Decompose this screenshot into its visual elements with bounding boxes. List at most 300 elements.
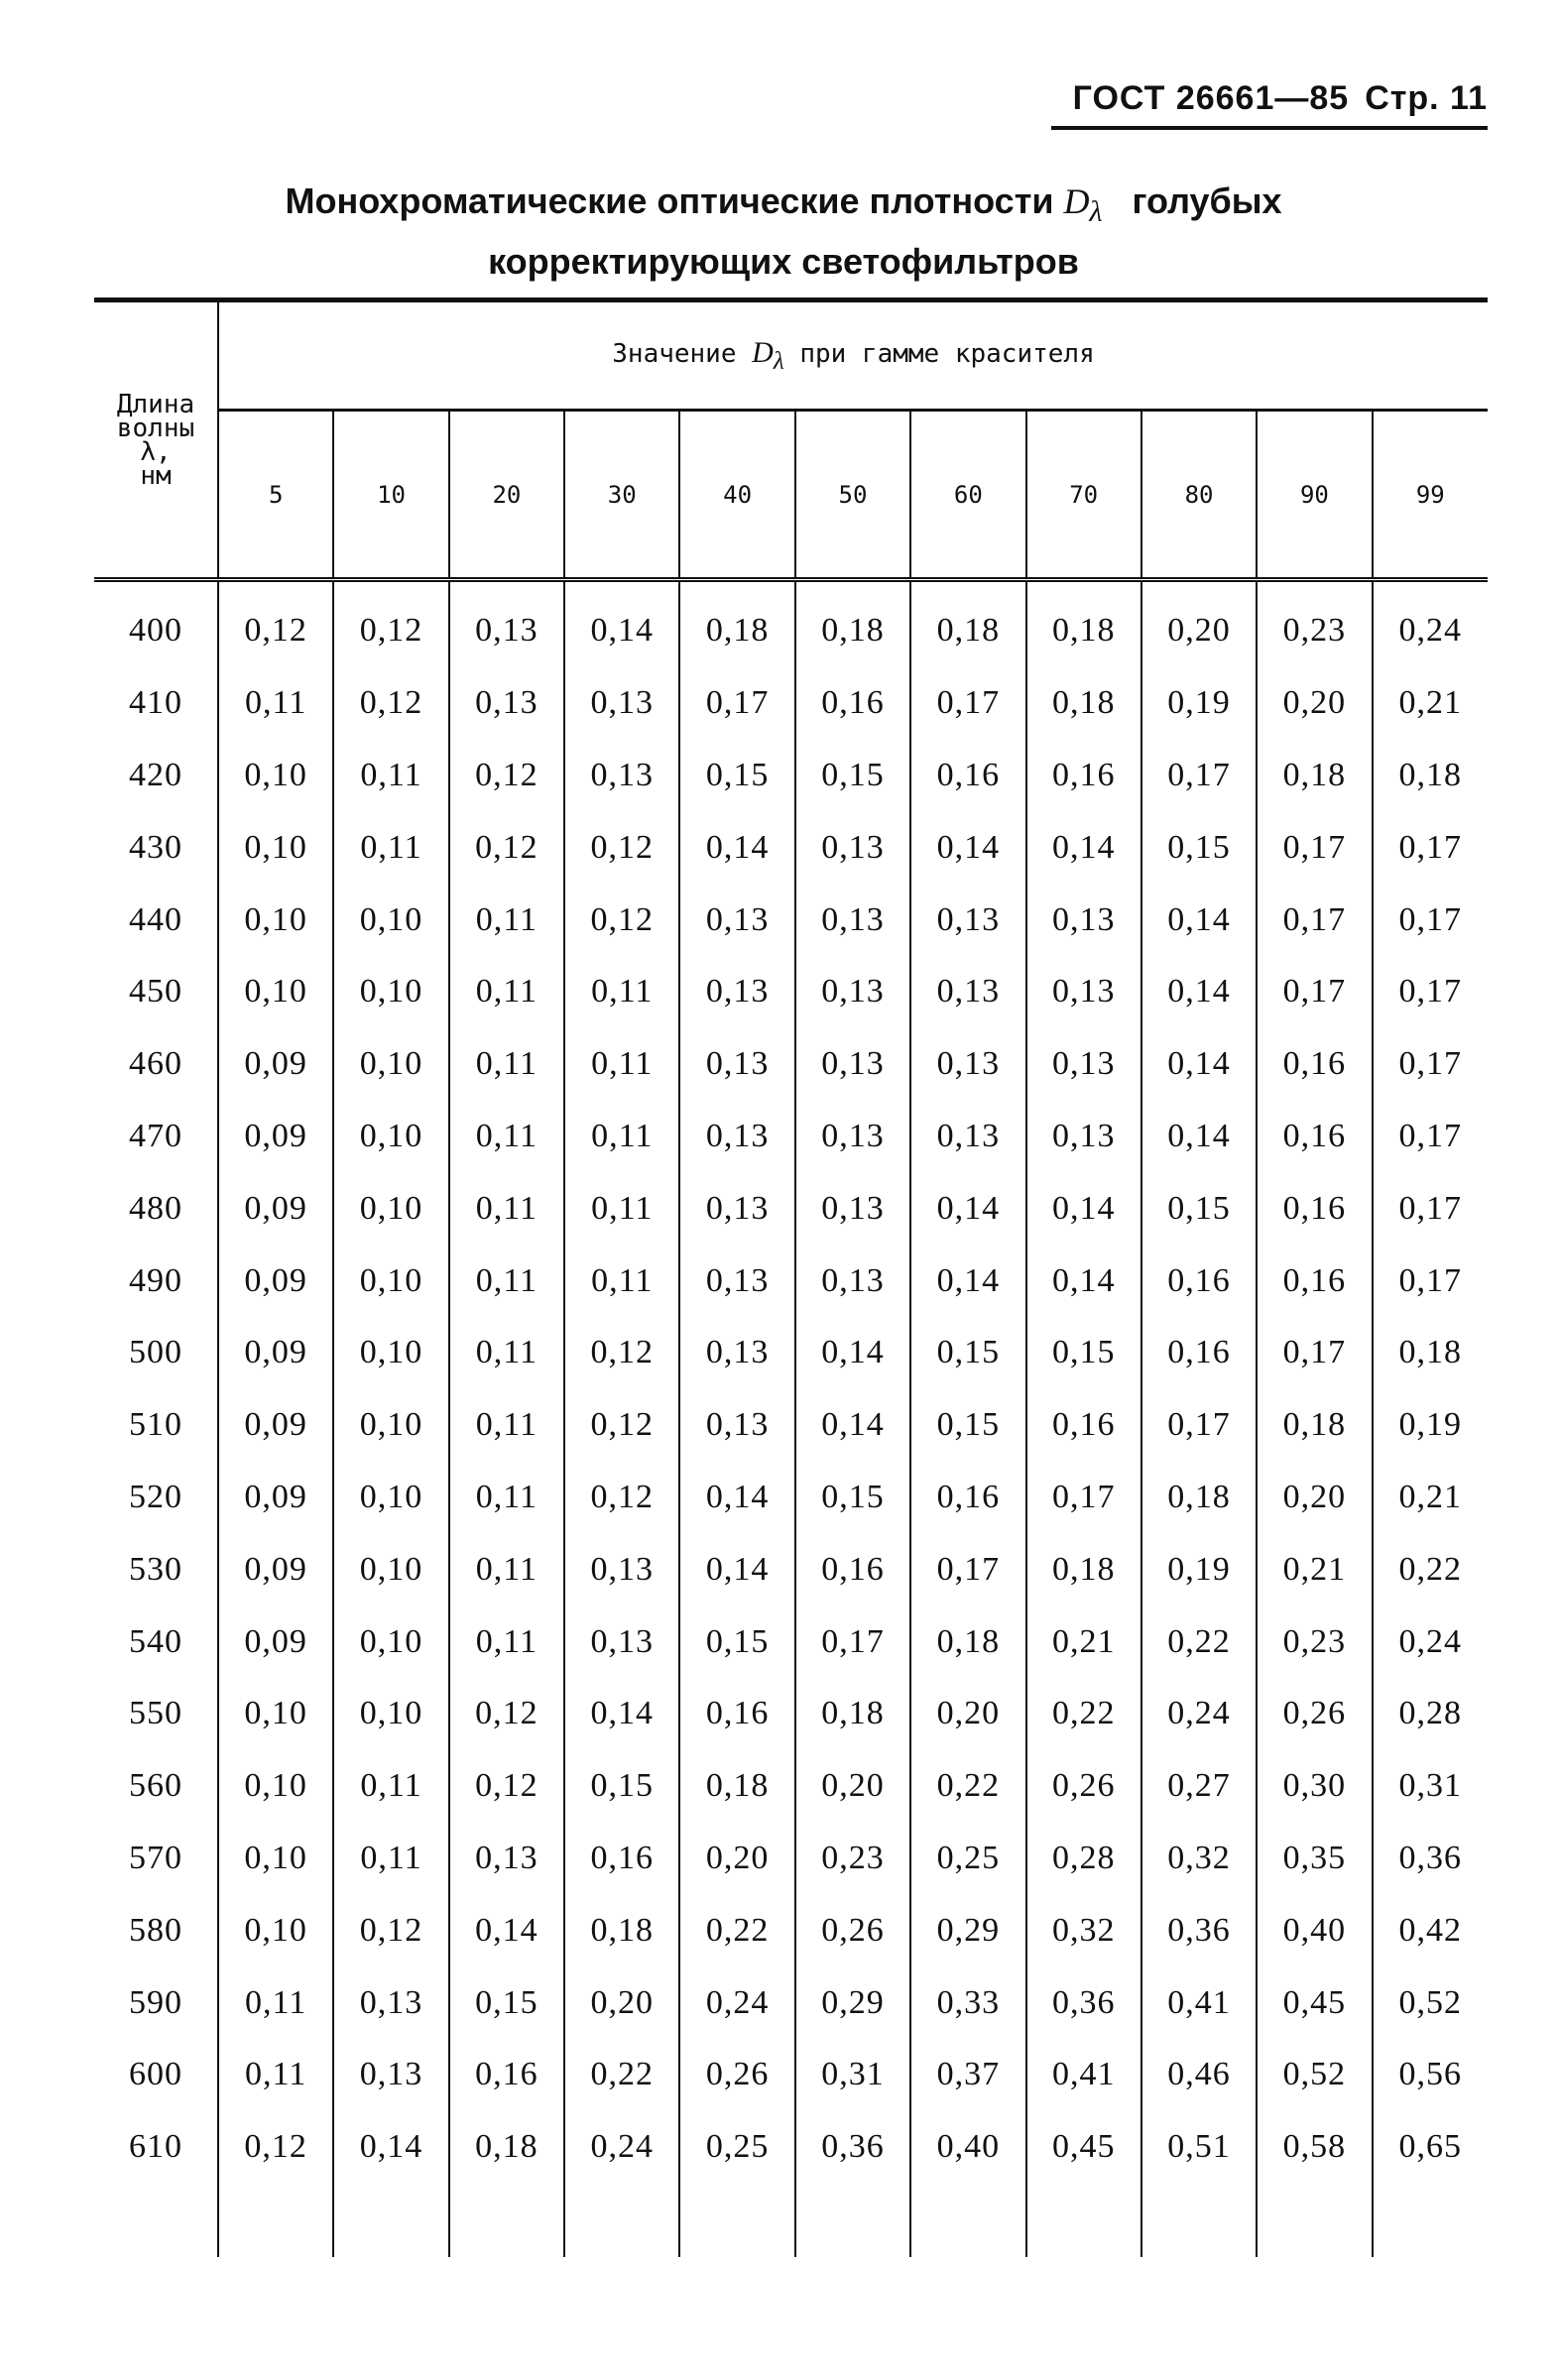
- density-value-cell: 0,16: [1257, 1245, 1372, 1317]
- density-value-cell: 0,10: [333, 1678, 448, 1750]
- density-value-cell: 0,14: [910, 811, 1025, 884]
- density-value-cell: 0,29: [910, 1894, 1025, 1966]
- density-value-cell: 0,15: [795, 1462, 910, 1534]
- density-value-cell: 0,18: [1257, 1389, 1372, 1462]
- table-body: [94, 580, 1488, 2257]
- density-value-cell: 0,10: [218, 884, 333, 956]
- density-value-cell: 0,17: [679, 667, 794, 740]
- density-value-cell: 0,14: [564, 580, 679, 667]
- density-value-cell: 0,10: [333, 884, 448, 956]
- density-value-cell: 0,16: [564, 1823, 679, 1895]
- density-value-cell: 0,17: [1141, 1389, 1257, 1462]
- density-value-cell: 0,11: [333, 1750, 448, 1823]
- density-value-cell: 0,15: [679, 740, 794, 812]
- density-value-cell: 0,26: [1257, 1678, 1372, 1750]
- density-value-cell: 0,31: [795, 2039, 910, 2111]
- density-value-cell: 0,16: [910, 1462, 1025, 1534]
- wavelength-cell: 420: [94, 740, 218, 812]
- wavelength-cell: 460: [94, 1028, 218, 1101]
- density-value-cell: 0,13: [564, 667, 679, 740]
- density-value-cell: 0,23: [1257, 1606, 1372, 1678]
- gamma-column-header: 40: [679, 411, 794, 580]
- wavelength-cell: 430: [94, 811, 218, 884]
- density-value-cell: 0,09: [218, 1462, 333, 1534]
- density-value-cell: 0,22: [1026, 1678, 1141, 1750]
- density-value-cell: 0,09: [218, 1533, 333, 1606]
- density-value-cell: 0,10: [218, 1894, 333, 1966]
- wavelength-cell: 490: [94, 1245, 218, 1317]
- density-value-cell: 0,45: [1257, 1966, 1372, 2039]
- density-value-cell: 0,11: [449, 1317, 564, 1389]
- density-value-cell: 0,10: [218, 811, 333, 884]
- density-value-cell: 0,13: [910, 884, 1025, 956]
- density-value-cell: 0,35: [1257, 1823, 1372, 1895]
- density-value-cell: 0,26: [679, 2039, 794, 2111]
- density-value-cell: 0,16: [1257, 1172, 1372, 1245]
- table-row: [94, 740, 1488, 812]
- density-value-cell: 0,10: [333, 1028, 448, 1101]
- table-row: [94, 811, 1488, 884]
- density-value-cell: 0,17: [910, 667, 1025, 740]
- density-value-cell: 0,25: [679, 2111, 794, 2184]
- table-row: [94, 1028, 1488, 1101]
- density-value-cell: 0,18: [910, 1606, 1025, 1678]
- density-value-cell: 0,17: [1398, 973, 1463, 1011]
- density-value-cell: 0,52: [1398, 1983, 1463, 2021]
- standard-code: ГОСТ 26661—85: [1072, 79, 1350, 117]
- density-value-cell: 0,30: [1257, 1750, 1372, 1823]
- density-value-cell: 0,18: [1257, 740, 1372, 812]
- density-value-cell: 0,18: [1026, 667, 1141, 740]
- density-symbol: $D_\lambda$: [1063, 181, 1103, 229]
- density-value-cell: 0,18: [1398, 1334, 1463, 1371]
- density-value-cell: 0,46: [1141, 2039, 1257, 2111]
- density-value-cell: 0,14: [1026, 1172, 1141, 1245]
- density-value-cell: 0,11: [564, 1101, 679, 1173]
- density-value-cell: 0,21: [1026, 1606, 1141, 1678]
- wavelength-cell: 510: [94, 1389, 218, 1462]
- density-value-cell: 0,17: [1398, 1117, 1463, 1154]
- density-value-cell: 0,13: [449, 1823, 564, 1895]
- wavelength-cell: 450: [94, 956, 218, 1028]
- density-value-cell: 0,11: [449, 1172, 564, 1245]
- density-value-cell: 0,56: [1398, 2056, 1463, 2093]
- density-value-cell: 0,11: [449, 1101, 564, 1173]
- density-value-cell: 0,11: [218, 2039, 333, 2111]
- density-table-container: [94, 298, 1488, 2257]
- density-value-cell: 0,32: [1141, 1823, 1257, 1895]
- density-value-cell: 0,10: [218, 1823, 333, 1895]
- density-value-cell: 0,11: [449, 1606, 564, 1678]
- density-value-cell: 0,33: [910, 1966, 1025, 2039]
- density-value-cell: 0,13: [910, 1101, 1025, 1173]
- density-value-cell: 0,12: [564, 884, 679, 956]
- density-value-cell: 0,18: [679, 580, 794, 667]
- density-value-cell: 0,13: [564, 740, 679, 812]
- density-value-cell: 0,10: [333, 1462, 448, 1534]
- density-value-cell: 0,14: [564, 1678, 679, 1750]
- density-value-cell: 0,36: [1026, 1966, 1141, 2039]
- density-value-cell: 0,13: [679, 1389, 794, 1462]
- density-value-cell: 0,24: [679, 1966, 794, 2039]
- density-value-cell: 0,13: [795, 884, 910, 956]
- density-value-cell: 0,24: [1398, 612, 1463, 650]
- density-value-cell: 0,09: [218, 1317, 333, 1389]
- density-value-cell: 0,15: [910, 1317, 1025, 1389]
- density-value-cell: 0,09: [218, 1172, 333, 1245]
- wavelength-cell: 580: [94, 1894, 218, 1966]
- table-row: [94, 1101, 1488, 1173]
- density-value-cell: 0,24: [1141, 1678, 1257, 1750]
- density-value-cell: 0,10: [218, 956, 333, 1028]
- density-value-cell: 0,21: [1398, 1478, 1463, 1515]
- density-value-cell: 0,23: [1257, 580, 1372, 667]
- wavelength-cell: 550: [94, 1678, 218, 1750]
- density-value-cell: 0,31: [1398, 1767, 1463, 1805]
- density-value-cell: 0,28: [1398, 1695, 1463, 1732]
- density-value-cell: 0,29: [795, 1966, 910, 2039]
- density-value-cell: 0,13: [679, 1172, 794, 1245]
- density-value-cell: 0,13: [679, 1245, 794, 1317]
- density-value-cell: 0,17: [1398, 1189, 1463, 1227]
- density-table: [94, 298, 1488, 2257]
- density-value-cell: 0,14: [910, 1172, 1025, 1245]
- density-value-cell: 0,12: [564, 1462, 679, 1534]
- density-value-cell: 0,17: [795, 1606, 910, 1678]
- density-value-cell: 0,10: [218, 740, 333, 812]
- density-value-cell: 0,25: [910, 1823, 1025, 1895]
- density-value-cell: 0,13: [1026, 1028, 1141, 1101]
- density-value-cell: 0,17: [910, 1533, 1025, 1606]
- density-value-cell: 0,15: [679, 1606, 794, 1678]
- density-value-cell: 0,12: [449, 1678, 564, 1750]
- density-value-cell: 0,13: [679, 1101, 794, 1173]
- table-row: [94, 956, 1488, 1028]
- density-value-cell: 0,20: [795, 1750, 910, 1823]
- title-line-1: Монохроматические оптические плотности $D_\lambda$ голубых: [285, 180, 1282, 229]
- density-value-cell: 0,15: [1141, 811, 1257, 884]
- wavelength-cell: 600: [94, 2039, 218, 2111]
- density-value-cell: 0,17: [1257, 1317, 1372, 1389]
- density-value-cell: 0,13: [333, 2039, 448, 2111]
- density-value-cell: 0,22: [1141, 1606, 1257, 1678]
- density-value-cell: 0,16: [795, 1533, 910, 1606]
- table-row: [94, 1389, 1488, 1462]
- density-value-cell: 0,18: [1026, 1533, 1141, 1606]
- gamma-column-header: 30: [564, 411, 679, 580]
- wavelength-column-header: Длина волны λ, нм: [94, 300, 218, 580]
- wavelength-cell: 570: [94, 1823, 218, 1895]
- density-value-cell: 0,10: [333, 1245, 448, 1317]
- density-value-cell: 0,40: [1257, 1894, 1372, 1966]
- wavelength-cell: 520: [94, 1462, 218, 1534]
- density-value-cell: 0,11: [564, 1172, 679, 1245]
- table-row: [94, 1966, 1488, 2039]
- density-value-cell: 0,13: [1026, 1101, 1141, 1173]
- density-value-cell: 0,37: [910, 2039, 1025, 2111]
- density-value-cell: 0,21: [1398, 684, 1463, 722]
- density-value-cell: 0,11: [449, 1028, 564, 1101]
- density-value-cell: 0,41: [1141, 1966, 1257, 2039]
- density-value-cell: 0,16: [679, 1678, 794, 1750]
- density-value-cell: 0,19: [1141, 667, 1257, 740]
- density-value-cell: 0,10: [218, 1750, 333, 1823]
- density-value-cell: 0,14: [910, 1245, 1025, 1317]
- density-value-cell: 0,10: [333, 1389, 448, 1462]
- table-row: [94, 2111, 1488, 2184]
- density-value-cell: 0,23: [795, 1823, 910, 1895]
- density-value-cell: 0,12: [333, 580, 448, 667]
- density-value-cell: 0,13: [679, 884, 794, 956]
- density-value-cell: 0,13: [679, 1317, 794, 1389]
- density-value-cell: 0,20: [1141, 580, 1257, 667]
- density-value-cell: 0,14: [679, 811, 794, 884]
- wavelength-cell: 540: [94, 1606, 218, 1678]
- wavelength-cell: 480: [94, 1172, 218, 1245]
- density-value-cell: 0,18: [1026, 580, 1141, 667]
- density-value-cell: 0,10: [333, 1533, 448, 1606]
- gamma-column-header: 99: [1415, 480, 1445, 509]
- density-value-cell: 0,14: [333, 2111, 448, 2184]
- density-value-cell: 0,12: [564, 1389, 679, 1462]
- table-row: [94, 667, 1488, 740]
- gamma-column-header: 50: [795, 411, 910, 580]
- density-value-cell: 0,13: [795, 1028, 910, 1101]
- table-row: [94, 1317, 1488, 1389]
- density-value-cell: 0,16: [1026, 1389, 1141, 1462]
- density-value-cell: 0,17: [1026, 1462, 1141, 1534]
- density-value-cell: 0,18: [449, 2111, 564, 2184]
- density-value-cell: 0,14: [1141, 1101, 1257, 1173]
- wavelength-cell: 400: [94, 580, 218, 667]
- density-value-cell: 0,14: [795, 1389, 910, 1462]
- gamma-column-header: 20: [449, 411, 564, 580]
- gamma-header-row: [94, 411, 1488, 580]
- density-value-cell: 0,14: [795, 1317, 910, 1389]
- density-value-cell: 0,10: [218, 1678, 333, 1750]
- table-row: [94, 1750, 1488, 1823]
- density-value-cell: 0,17: [1257, 811, 1372, 884]
- density-value-cell: 0,26: [1026, 1750, 1141, 1823]
- density-value-cell: 0,10: [333, 956, 448, 1028]
- density-value-cell: 0,16: [449, 2039, 564, 2111]
- density-value-cell: 0,41: [1026, 2039, 1141, 2111]
- blank-row: [94, 2184, 1488, 2257]
- density-value-cell: 0,13: [910, 1028, 1025, 1101]
- density-value-cell: 0,20: [679, 1823, 794, 1895]
- density-value-cell: 0,12: [449, 740, 564, 812]
- density-value-cell: 0,14: [679, 1462, 794, 1534]
- density-value-cell: 0,22: [679, 1894, 794, 1966]
- density-value-cell: 0,16: [1141, 1317, 1257, 1389]
- density-value-cell: 0,52: [1257, 2039, 1372, 2111]
- density-value-cell: 0,18: [564, 1894, 679, 1966]
- density-value-cell: 0,11: [333, 811, 448, 884]
- wavelength-cell: 440: [94, 884, 218, 956]
- table-row: [94, 1172, 1488, 1245]
- gamma-column-header: 5: [218, 411, 333, 580]
- gamma-group-header: Значение $D_\lambda$ при гамме красителя: [218, 300, 1488, 411]
- page-header: [1051, 79, 1488, 130]
- density-value-cell: 0,12: [564, 811, 679, 884]
- density-value-cell: 0,16: [1257, 1028, 1372, 1101]
- density-value-cell: 0,11: [449, 956, 564, 1028]
- density-value-cell: 0,18: [1398, 756, 1463, 793]
- table-row: [94, 1606, 1488, 1678]
- density-value-cell: 0,13: [910, 956, 1025, 1028]
- table-row: [94, 2039, 1488, 2111]
- density-value-cell: 0,20: [1257, 667, 1372, 740]
- density-value-cell: 0,16: [1141, 1245, 1257, 1317]
- density-value-cell: 0,10: [333, 1101, 448, 1173]
- density-value-cell: 0,13: [564, 1606, 679, 1678]
- density-value-cell: 0,36: [1398, 1839, 1463, 1876]
- density-value-cell: 0,09: [218, 1389, 333, 1462]
- density-value-cell: 0,12: [333, 1894, 448, 1966]
- density-value-cell: 0,13: [795, 956, 910, 1028]
- density-value-cell: 0,11: [564, 1245, 679, 1317]
- gamma-column-header: 70: [1026, 411, 1141, 580]
- density-value-cell: 0,27: [1141, 1750, 1257, 1823]
- page-number: Стр. 11: [1365, 79, 1488, 117]
- wavelength-cell: 610: [94, 2111, 218, 2184]
- density-value-cell: 0,10: [333, 1606, 448, 1678]
- wavelength-cell: 560: [94, 1750, 218, 1823]
- density-value-cell: 0,22: [910, 1750, 1025, 1823]
- density-value-cell: 0,26: [795, 1894, 910, 1966]
- density-value-cell: 0,09: [218, 1606, 333, 1678]
- density-value-cell: 0,17: [1398, 1045, 1463, 1083]
- density-value-cell: 0,15: [910, 1389, 1025, 1462]
- density-value-cell: 0,20: [910, 1678, 1025, 1750]
- density-value-cell: 0,36: [795, 2111, 910, 2184]
- density-value-cell: 0,13: [1026, 956, 1141, 1028]
- density-value-cell: 0,16: [1257, 1101, 1372, 1173]
- density-value-cell: 0,10: [333, 1317, 448, 1389]
- density-value-cell: 0,12: [564, 1317, 679, 1389]
- density-value-cell: 0,11: [449, 884, 564, 956]
- table-row: [94, 1894, 1488, 1966]
- table-title: [238, 177, 1329, 287]
- density-value-cell: 0,17: [1398, 900, 1463, 938]
- density-value-cell: 0,11: [449, 1462, 564, 1534]
- density-value-cell: 0,13: [795, 1101, 910, 1173]
- density-value-cell: 0,13: [564, 1533, 679, 1606]
- density-value-cell: 0,09: [218, 1101, 333, 1173]
- density-value-cell: 0,14: [1141, 1028, 1257, 1101]
- gamma-column-header: 90: [1257, 411, 1372, 580]
- density-value-cell: 0,13: [795, 811, 910, 884]
- density-value-cell: 0,45: [1026, 2111, 1141, 2184]
- density-value-cell: 0,28: [1026, 1823, 1141, 1895]
- density-value-cell: 0,14: [1026, 1245, 1141, 1317]
- density-value-cell: 0,13: [449, 667, 564, 740]
- density-value-cell: 0,17: [1398, 1261, 1463, 1299]
- wavelength-cell: 470: [94, 1101, 218, 1173]
- wavelength-cell: 530: [94, 1533, 218, 1606]
- density-value-cell: 0,16: [1026, 740, 1141, 812]
- density-value-cell: 0,12: [218, 2111, 333, 2184]
- density-value-cell: 0,19: [1141, 1533, 1257, 1606]
- density-value-cell: 0,18: [679, 1750, 794, 1823]
- density-value-cell: 0,13: [1026, 884, 1141, 956]
- density-value-cell: 0,18: [1141, 1462, 1257, 1534]
- density-value-cell: 0,65: [1398, 2128, 1463, 2166]
- density-value-cell: 0,13: [333, 1966, 448, 2039]
- density-value-cell: 0,14: [449, 1894, 564, 1966]
- table-row: [94, 1678, 1488, 1750]
- density-value-cell: 0,11: [564, 1028, 679, 1101]
- density-value-cell: 0,12: [333, 667, 448, 740]
- density-value-cell: 0,11: [218, 1966, 333, 2039]
- density-value-cell: 0,13: [449, 580, 564, 667]
- density-value-cell: 0,17: [1257, 956, 1372, 1028]
- gamma-column-header: 10: [333, 411, 448, 580]
- density-value-cell: 0,11: [564, 956, 679, 1028]
- density-value-cell: 0,12: [218, 580, 333, 667]
- density-value-cell: 0,24: [1398, 1622, 1463, 1660]
- density-value-cell: 0,11: [218, 667, 333, 740]
- density-value-cell: 0,18: [910, 580, 1025, 667]
- density-value-cell: 0,14: [1141, 956, 1257, 1028]
- density-value-cell: 0,15: [564, 1750, 679, 1823]
- density-value-cell: 0,22: [564, 2039, 679, 2111]
- density-value-cell: 0,13: [795, 1245, 910, 1317]
- wavelength-cell: 500: [94, 1317, 218, 1389]
- density-value-cell: 0,58: [1257, 2111, 1372, 2184]
- density-value-cell: 0,17: [1141, 740, 1257, 812]
- density-value-cell: 0,12: [449, 1750, 564, 1823]
- wavelength-cell: 590: [94, 1966, 218, 2039]
- density-value-cell: 0,13: [679, 956, 794, 1028]
- title-line-2: корректирующих светофильтров: [488, 241, 1079, 283]
- density-value-cell: 0,13: [795, 1172, 910, 1245]
- density-value-cell: 0,15: [1141, 1172, 1257, 1245]
- density-value-cell: 0,14: [679, 1533, 794, 1606]
- density-value-cell: 0,16: [910, 740, 1025, 812]
- density-value-cell: 0,10: [333, 1172, 448, 1245]
- density-value-cell: 0,32: [1026, 1894, 1141, 1966]
- density-value-cell: 0,11: [449, 1533, 564, 1606]
- density-value-cell: 0,15: [1026, 1317, 1141, 1389]
- density-value-cell: 0,20: [1257, 1462, 1372, 1534]
- table-row: [94, 580, 1488, 667]
- table-row: [94, 1823, 1488, 1895]
- density-value-cell: 0,24: [564, 2111, 679, 2184]
- density-value-cell: 0,17: [1398, 828, 1463, 866]
- gamma-column-header: 60: [910, 411, 1025, 580]
- density-value-cell: 0,14: [1026, 811, 1141, 884]
- density-value-cell: 0,11: [333, 740, 448, 812]
- density-value-cell: 0,12: [449, 811, 564, 884]
- density-value-cell: 0,14: [1141, 884, 1257, 956]
- wavelength-cell: 410: [94, 667, 218, 740]
- density-value-cell: 0,16: [795, 667, 910, 740]
- density-value-cell: 0,40: [910, 2111, 1025, 2184]
- density-value-cell: 0,22: [1398, 1550, 1463, 1588]
- density-value-cell: 0,11: [449, 1245, 564, 1317]
- gamma-column-header: 80: [1141, 411, 1257, 580]
- density-value-cell: 0,09: [218, 1245, 333, 1317]
- density-value-cell: 0,42: [1398, 1911, 1463, 1949]
- density-value-cell: 0,21: [1257, 1533, 1372, 1606]
- density-value-cell: 0,36: [1141, 1894, 1257, 1966]
- table-row: [94, 1245, 1488, 1317]
- table-row: [94, 1462, 1488, 1534]
- density-value-cell: 0,20: [564, 1966, 679, 2039]
- density-value-cell: 0,11: [449, 1389, 564, 1462]
- table-row: [94, 1533, 1488, 1606]
